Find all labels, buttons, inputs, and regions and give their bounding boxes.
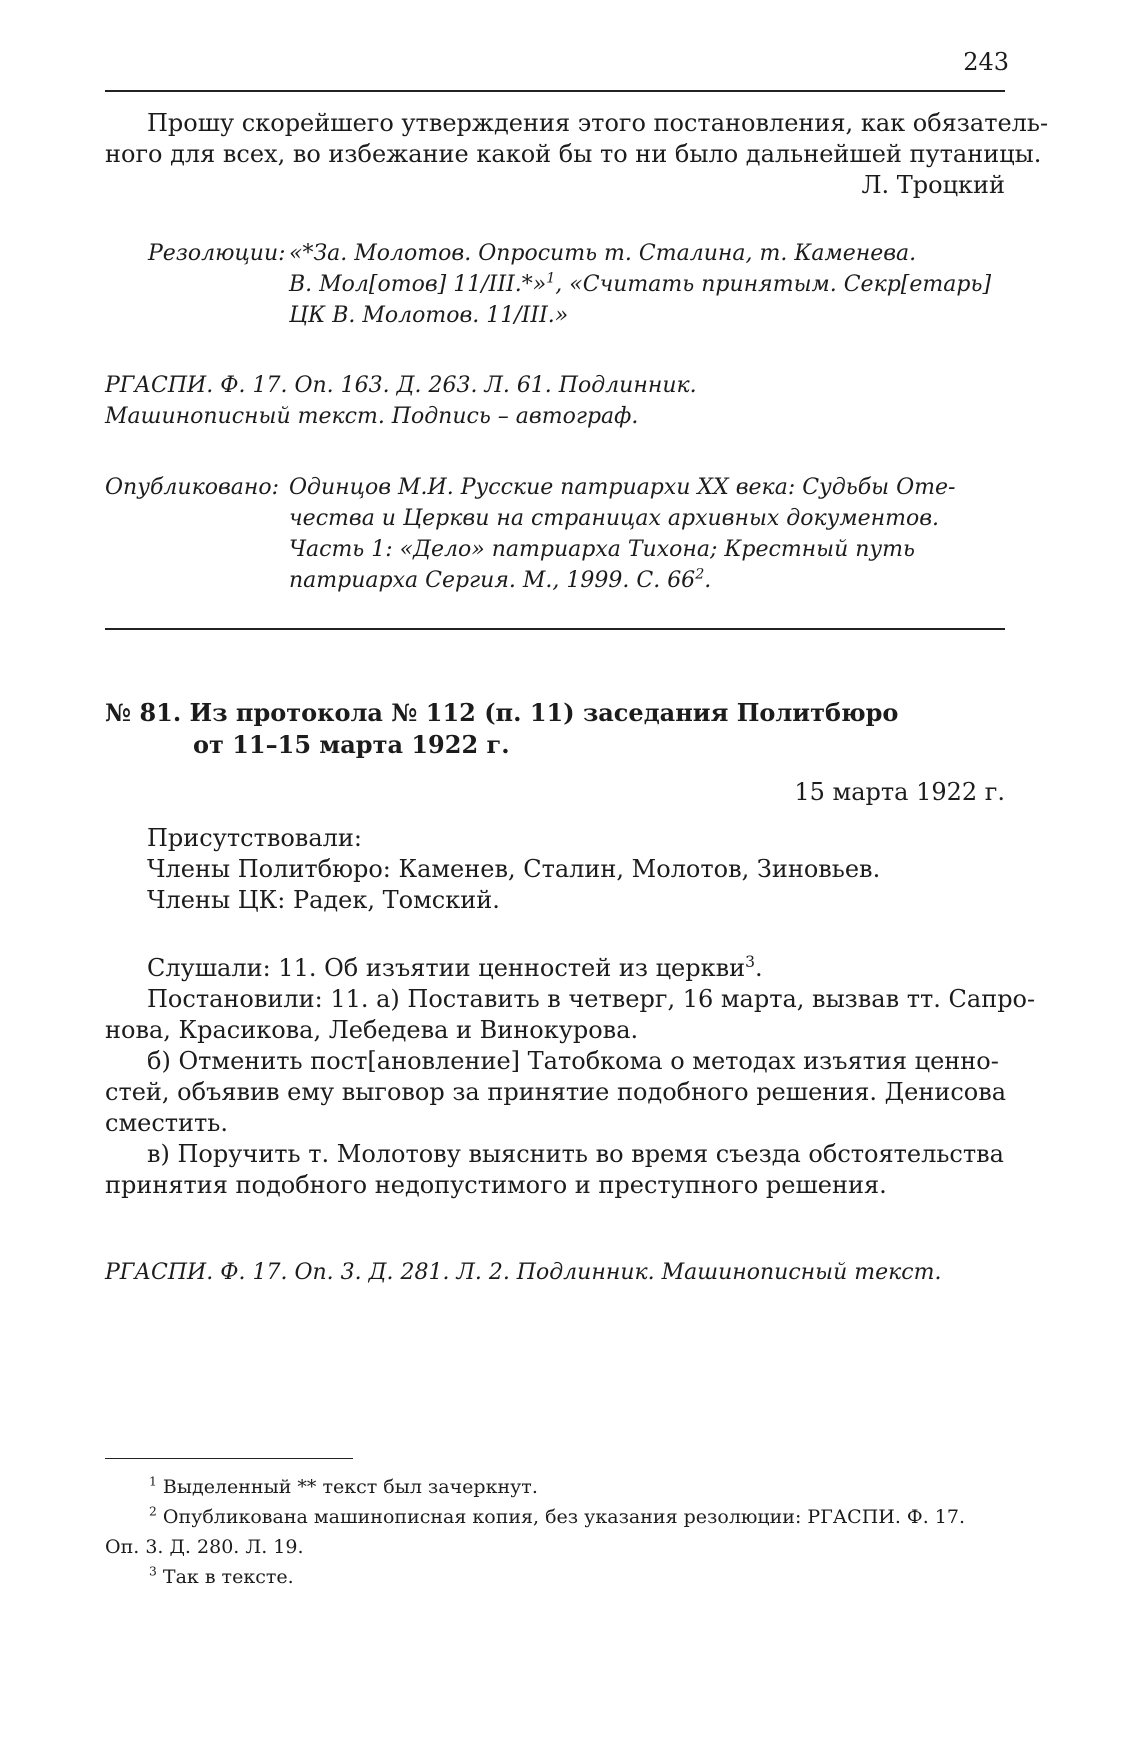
resolutions-line-2	[289, 269, 1005, 300]
politburo-members: Члены Политбюро: Каменев, Сталин, Молотов, Зиновьев.	[147, 855, 881, 883]
decided-line-2: нова, Красикова, Лебедева и Винокурова.	[105, 1016, 639, 1044]
resolutions-text	[289, 238, 1005, 331]
footnote-1	[105, 1472, 1005, 1502]
footnote-2	[105, 1502, 1005, 1532]
signature: Л. Троцкий	[861, 171, 1005, 199]
footnote-ref-2: 2	[695, 566, 705, 583]
published-line-4b: .	[704, 568, 712, 593]
request-line-1: Прошу скорейшего утверждения этого постановления, как обязатель-	[147, 109, 1049, 137]
published-line-2: чества и Церкви на страницах архивных документов.	[289, 506, 939, 531]
item-b-line-3: сместить.	[105, 1109, 228, 1137]
resolutions-label: Резолюции:	[148, 241, 286, 266]
present-label: Присутствовали:	[147, 824, 362, 852]
footnote-3	[105, 1562, 1005, 1592]
published-line-1: Одинцов М.И. Русские патриархи XX века: Судьбы Оте-	[289, 475, 956, 500]
published-text	[289, 472, 1005, 596]
decided-line-1: Постановили: 11. а) Поставить в четверг, 16 марта, вызвав тт. Сапро-	[147, 985, 1036, 1013]
protocol-body	[105, 953, 1036, 1201]
published-line-4a: патриарха Сергия. М., 1999. С. 66	[289, 568, 696, 593]
resolutions-line-2a: В. Мол[отов] 11/III.*»	[289, 272, 547, 297]
heading-line-2: от 11–15 марта 1922 г.	[193, 730, 510, 759]
footnote-2-text: Опубликована машинописная копия, без указания резолюции: РГАСПИ. Ф. 17.	[162, 1506, 965, 1528]
section-divider	[105, 628, 1005, 630]
archive-line-2: Машинописный текст. Подпись – автограф.	[105, 404, 639, 429]
request-line-2: ного для всех, во избежание какой бы то ни было дальнейшей путаницы.	[105, 140, 1042, 168]
resolutions-line-2b: , «Считать принятым. Секр[етарь]	[555, 272, 992, 297]
header-rule	[105, 90, 1005, 92]
request-paragraph	[105, 108, 1049, 201]
footnote-1-number: 1	[149, 1474, 157, 1489]
footnote-ref-3: 3	[745, 953, 756, 971]
heading-line-1: № 81. Из протокола № 112 (п. 11) заседания Политбюро	[105, 698, 899, 727]
resolutions-line-1: «*За. Молотов. Опросить т. Сталина, т. Каменева.	[289, 241, 917, 266]
attendance	[105, 823, 1005, 916]
archive-reference	[105, 370, 1005, 432]
item-v-line-1: в) Поручить т. Молотову выяснить во время съезда обстоятельства	[147, 1140, 1004, 1168]
footnote-ref-1: 1	[546, 270, 556, 287]
resolutions-line-3: ЦК В. Молотов. 11/III.»	[289, 303, 569, 328]
heard-text: Слушали: 11. Об изъятии ценностей из церкви	[147, 954, 746, 982]
document-heading	[105, 697, 1005, 761]
item-b-line-2: стей, объявив ему выговор за принятие подобного решения. Денисова	[105, 1078, 1007, 1106]
archive-line-1: РГАСПИ. Ф. 17. Оп. 163. Д. 263. Л. 61. Подлинник.	[105, 373, 697, 398]
footnote-rule	[105, 1458, 353, 1459]
published-line-4	[289, 565, 1005, 596]
ck-members: Члены ЦК: Радек, Томский.	[147, 886, 500, 914]
heard-line	[105, 953, 1005, 984]
published-label: Опубликовано:	[105, 475, 280, 500]
footnote-1-text: Выделенный ** текст был зачеркнут.	[162, 1476, 538, 1498]
footnote-3-number: 3	[149, 1564, 157, 1579]
page-number: 243	[963, 48, 1009, 76]
footnote-3-text: Так в тексте.	[162, 1566, 294, 1588]
heard-end: .	[755, 954, 763, 982]
item-b-line-1: б) Отменить пост[ановление] Татобкома о методах изъятия ценно-	[147, 1047, 999, 1075]
footnote-2-continuation: Оп. 3. Д. 280. Л. 19.	[105, 1536, 304, 1558]
footnotes	[105, 1472, 1005, 1592]
document-date: 15 марта 1922 г.	[794, 778, 1005, 806]
published-line-3: Часть 1: «Дело» патриарха Тихона; Крестный путь	[289, 537, 916, 562]
document-archive-reference: РГАСПИ. Ф. 17. Оп. 3. Д. 281. Л. 2. Подлинник. Машинописный текст.	[105, 1260, 942, 1285]
footnote-2-number: 2	[149, 1504, 157, 1519]
item-v-line-2: принятия подобного недопустимого и преступного решения.	[105, 1171, 887, 1199]
